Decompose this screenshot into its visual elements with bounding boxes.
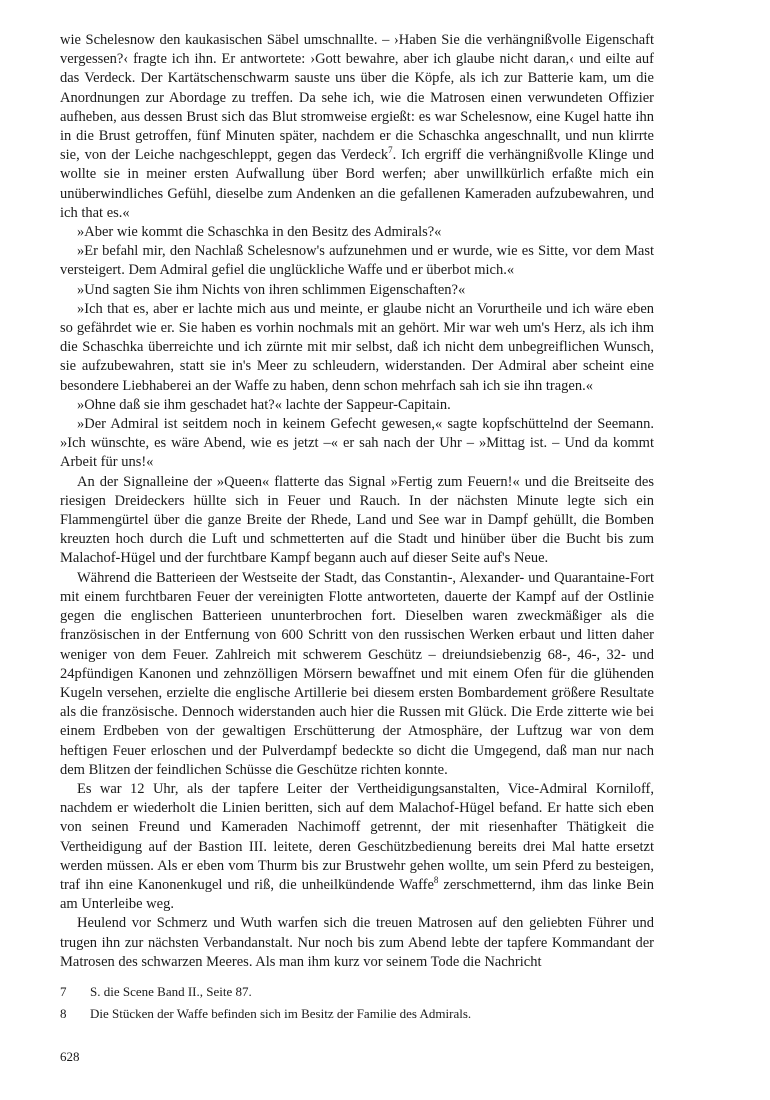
body-text [60, 31, 654, 972]
page-number: 628 [60, 1049, 80, 1064]
paragraph: Es war 12 Uhr, als der tapfere Leiter der Vertheidigungsanstalten, Vice-Admiral Korniloff, nachdem er wiederholt die Linien beritten, sich auf dem Malachof-Hügel befand. Er hatte sich eben von seinen Freund und Kameraden Nachimoff getrennt, der mit riesenhafter Thätigkeit die Vertheidigung auf der Bastion III. leitete, deren Geschützbedienung bereits drei Mal hatte ersetzt werden müssen. Als er eben vom Thurm bis zur Brustwehr gehen wollte, um sein Pferd zu besteigen, traf ihn eine Kanonenkugel und riß, die unheilkündende Waffe$^8$ zerschmetternd, ihm das linke Bein am Unterleibe weg. [60, 780, 654, 913]
paragraph: »Der Admiral ist seitdem noch in keinem Gefecht gewesen,« sagte kopfschüttelnd der Seemann. »Ich wünschte, es wäre Abend, wie es jetzt –« er sah nach der Uhr – »Mittag ist. – Und da kommt Arbeit für uns!« [60, 416, 654, 471]
paragraph: »Ohne daß sie ihm geschadet hat?« lachte der Sappeur-Capitain. [77, 396, 451, 413]
paragraph: wie Schelesnow den kaukasischen Säbel umschnallte. – ›Haben Sie die verhängnißvolle Eigenschaft vergessen?‹ fragte ich ihn. Er antwortete: ›Gott bewahre, aber ich glaube nicht daran,‹ und eilte auf das Verdeck. Der Kartätschenschwarm sauste uns über die Köpfe, als ich zur Batterie kam, um die Anordnungen zur Abordage zu treffen. Da sehe ich, wie die Matrosen einen verwundeten Offizier aufheben, aus dessen Brust sich das Blut stromweise ergießt: es war Schelesnow, eine Kugel hatte ihn in die Brust getroffen, fünf Minuten später, nachdem er die Schaschka angeschnallt, und nun klirrte sie, von der Leiche nachgeschleppt, gegen das Verdeck$^7$. Ich ergriff die verhängnißvolle Klinge und wollte sie in meiner ersten Aufwallung über Bord werfen; aber unwillkürlich erfaßte mich ein unüberwindliches Gefühl, dieselbe zum Andenken an die gefallenen Kameraden aufzubewahren, und ich that es.« [60, 32, 655, 221]
paragraph: »Aber wie kommt die Schaschka in den Besitz des Admirals?« [77, 224, 442, 241]
footnote-7 [60, 984, 654, 1000]
paragraph: An der Signalleine der »Queen« flatterte das Signal »Fertig zum Feuern!« und die Breitseite des riesigen Dreideckers hüllte sich in Feuer und Rauch. In der nächsten Minute legte sich ein Flammengürtel über die ganze Breite der Rhede, Land und See war in Dampf gehüllt, die Bomben kreuzten hoch durch die Luft und schmetterten auf die Stadt und hinüber über die Bucht bis zum Malachof-Hügel und der furchtbare Kampf begann auch auf dieser Seite auf's Neue. [60, 473, 654, 567]
paragraph: Während die Batterieen der Westseite der Stadt, das Constantin-, Alexander- und Quarantaine-Fort mit einem furchtbaren Feuer der vereinigten Flotte antworteten, dauerte der Kampf auf der Ostlinie gegen die englischen Batterieen ununterbrochen fort. Dieselben waren zweckmäßiger als die französischen in der Entfernung von 600 Schritt von den russischen Werken erbaut und litten daher weniger von dem Feuer. Zahlreich mit schwerem Geschütz – dreiundsiebenzig 68-, 46-, 32- und 24pfündigen Kanonen und zehnzölligen Mörsern bewaffnet und mit einem Ofen für die glühenden Kugeln versehen, erzielte die englische Artillerie bei diesem ersten Bombardement größere Resultate als die französische. Dennoch widerstanden auch hier die Russen mit Glück. Die Erde zitterte wie bei einem Erdbeben von der gewaltigen Erschütterung der Atmosphäre, der Luftzug war von dem heftigen Feuer erloschen und der Pulverdampf bedeckte so dicht die Umgegend, daß man nur nach dem Blitzen der feindlichen Schüsse die Geschütze richten konnte. [60, 569, 654, 778]
paragraph: »Ich that es, aber er lachte mich aus und meinte, er glaube nicht an Vorurtheile und ich wäre eben so gefährdet wie er. Sie haben es vorhin nochmals mit an gehört. Mir war weh um's Herz, als ich ihm die Schaschka überreichte und ich zürnte mit mir selbst, daß ich nicht dem unbegreiflichen Wunsch, sie aufzubewahren, statt sie in's Meer zu schleudern, widerstanden. Der Admiral aber scheint eine besondere Liebhaberei an der Waffe zu haben, denn schon mehrfach sah ich sie ihn tragen.« [60, 300, 654, 394]
footnote-text: Die Stücken der Waffe befinden sich im Besitz der Familie des Admirals. [90, 1005, 472, 1021]
footnote-text: S. die Scene Band II., Seite 87. [90, 983, 252, 999]
footnote-ref-7[interactable]: 7 [388, 145, 393, 156]
paragraph: »Er befahl mir, den Nachlaß Schelesnow's aufzunehmen und er wurde, wie es Sitte, vor dem Mast versteigert. Dem Admiral gefiel die unglückliche Waffe und er überbot mich.« [60, 243, 654, 279]
footnote-number: 7 [60, 983, 67, 999]
footnote-8 [60, 1006, 654, 1022]
paragraph: »Und sagten Sie ihm Nichts von ihren schlimmen Eigenschaften?« [77, 281, 466, 298]
footnote-ref-8[interactable]: 8 [433, 875, 439, 886]
paragraph: Heulend vor Schmerz und Wuth warfen sich die treuen Matrosen auf den geliebten Führer und trugen ihn zur nächsten Verbandanstalt. Nur noch bis zum Abend lebte der tapfere Kommandant der Matrosen des schwarzen Meeres. Als man ihm kurz vor seinem Tode die Nachricht [60, 915, 654, 970]
footnote-number: 8 [60, 1005, 67, 1021]
footnotes [60, 984, 654, 1022]
page-content [60, 31, 654, 1028]
